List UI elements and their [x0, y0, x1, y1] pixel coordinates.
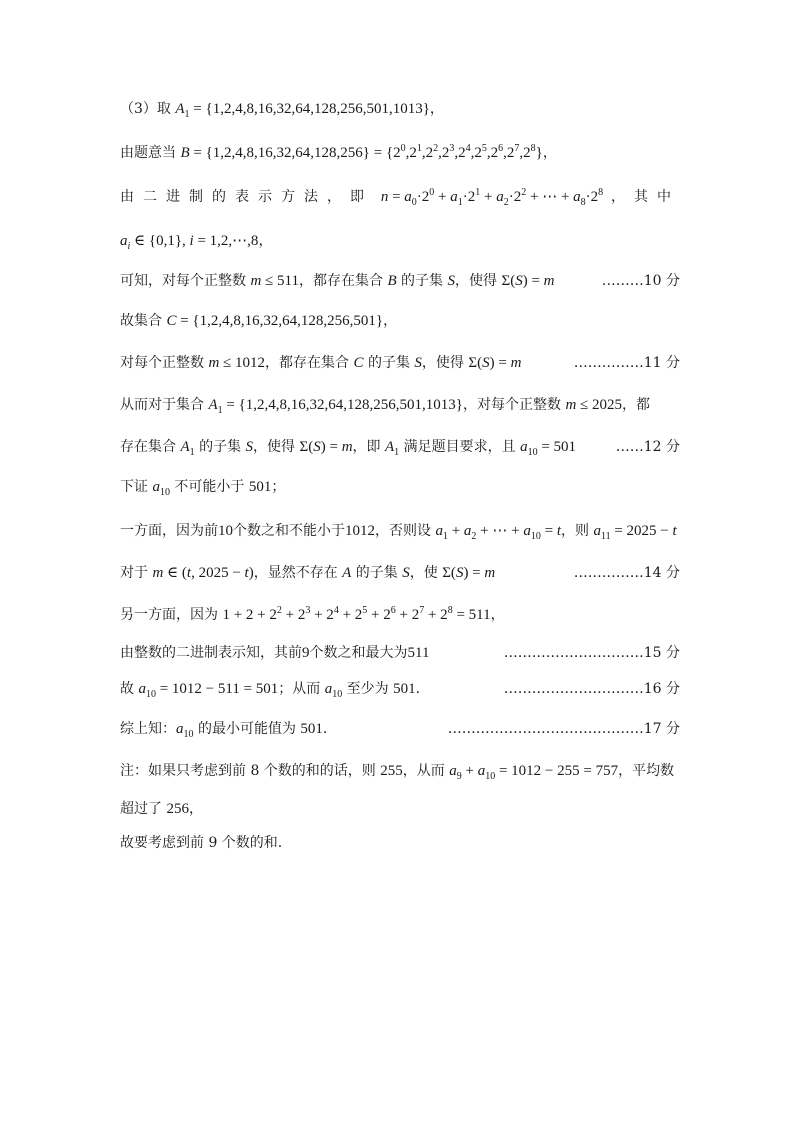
solution-line: 故 $a_{10} = 1012 - 511 = 501$；从而 $a_{10}$ 至少为 501. …………………………16 分 — [120, 678, 680, 700]
solution-line: 下证 $a_{10}$ 不可能小于 501； — [120, 479, 286, 498]
solution-line: 从而对于集合 $A_1 = \{1,2,4,8,16,32,64,128,256,501,1013\}$，对每个正整数 m ≤ 2025，都 — [120, 397, 651, 416]
solution-line: 一方面，因为前10个数之和不能小于1012，否则设 $a_1 + a_2$ + ⋯ + $a_{10} = t$，则 $a_{11} = 2025 - t$ — [120, 523, 677, 542]
solution-line: 故集合 C = {1,2,4,8,16,32,64,128,256,501}， — [120, 313, 398, 329]
solution-line: 对于 m ∈ (t, 2025 − t)，显然不存在 A 的子集 S，使 Σ(S) = m ……………14 分 — [120, 562, 680, 584]
solution-line: 由整数的二进制表示知，其前9个数之和最大为511 …………………………15 分 — [120, 642, 680, 664]
solution-line: $a_i$ ∈ {0,1}, i = 1,2,⋯,8， — [120, 233, 273, 252]
score-mark: …………………………15 分 — [503, 645, 680, 661]
solution-line: 故要考虑到前 9 个数的和. — [120, 835, 283, 851]
solution-line: 超过了 256， — [120, 801, 203, 817]
score-mark: ……………………………………17 分 — [447, 721, 680, 737]
solution-line: 可知，对每个正整数 m ≤ 511，都存在集合 B 的子集 S，使得 Σ(S) = m ………10 分 — [120, 270, 680, 292]
solution-line: 综上知：$a_{10}$ 的最小可能值为 501. ……………………………………17 分 — [120, 718, 680, 740]
solution-line: （3）取 $A_1 = \{1,2,4,8,16,32,64,128,256,501,1013\}$， — [120, 101, 444, 120]
score-mark: ………10 分 — [601, 273, 680, 289]
solution-line: 另一方面，因为 $1 + 2 + 2^2 + 2^3 + 2^4 + 2^5 + 2^6 + 2^7 + 2^8 = 511$， — [120, 605, 505, 623]
solution-line: 对每个正整数 m ≤ 1012，都存在集合 C 的子集 S，使得 Σ(S) = m ……………11 分 — [120, 352, 680, 374]
score-mark: ……12 分 — [615, 439, 680, 455]
score-mark: ……………14 分 — [573, 565, 680, 581]
solution-line: 由题意当 $B = \{1,2,4,8,16,32,64,128,256\} = \{2^0,2^1,2^2,2^3,2^4,2^5,2^6,2^7,2^8\}$， — [120, 143, 557, 161]
solution-line: 存在集合 $A_1$ 的子集 S，使得 Σ(S) = m，即 $A_1$ 满足题目要求，且 $a_{10} = 501$ ……12 分 — [120, 436, 680, 458]
score-mark: ……………11 分 — [573, 355, 680, 371]
score-mark: …………………………16 分 — [503, 681, 680, 697]
solution-line: 注：如果只考虑到前 8 个数的和的话，则 255，从而 $a_9 + a_{10} = 1012 - 255 = 757$，平均数 — [120, 763, 675, 782]
solution-line: 由二进制的表示方法，即 $n = a_0\cdot 2^0 + a_1\cdot 2^1 + a_2\cdot 2^2$ + ⋯ + $a_8\cdot 2^8$ ，其中 — [120, 187, 680, 208]
